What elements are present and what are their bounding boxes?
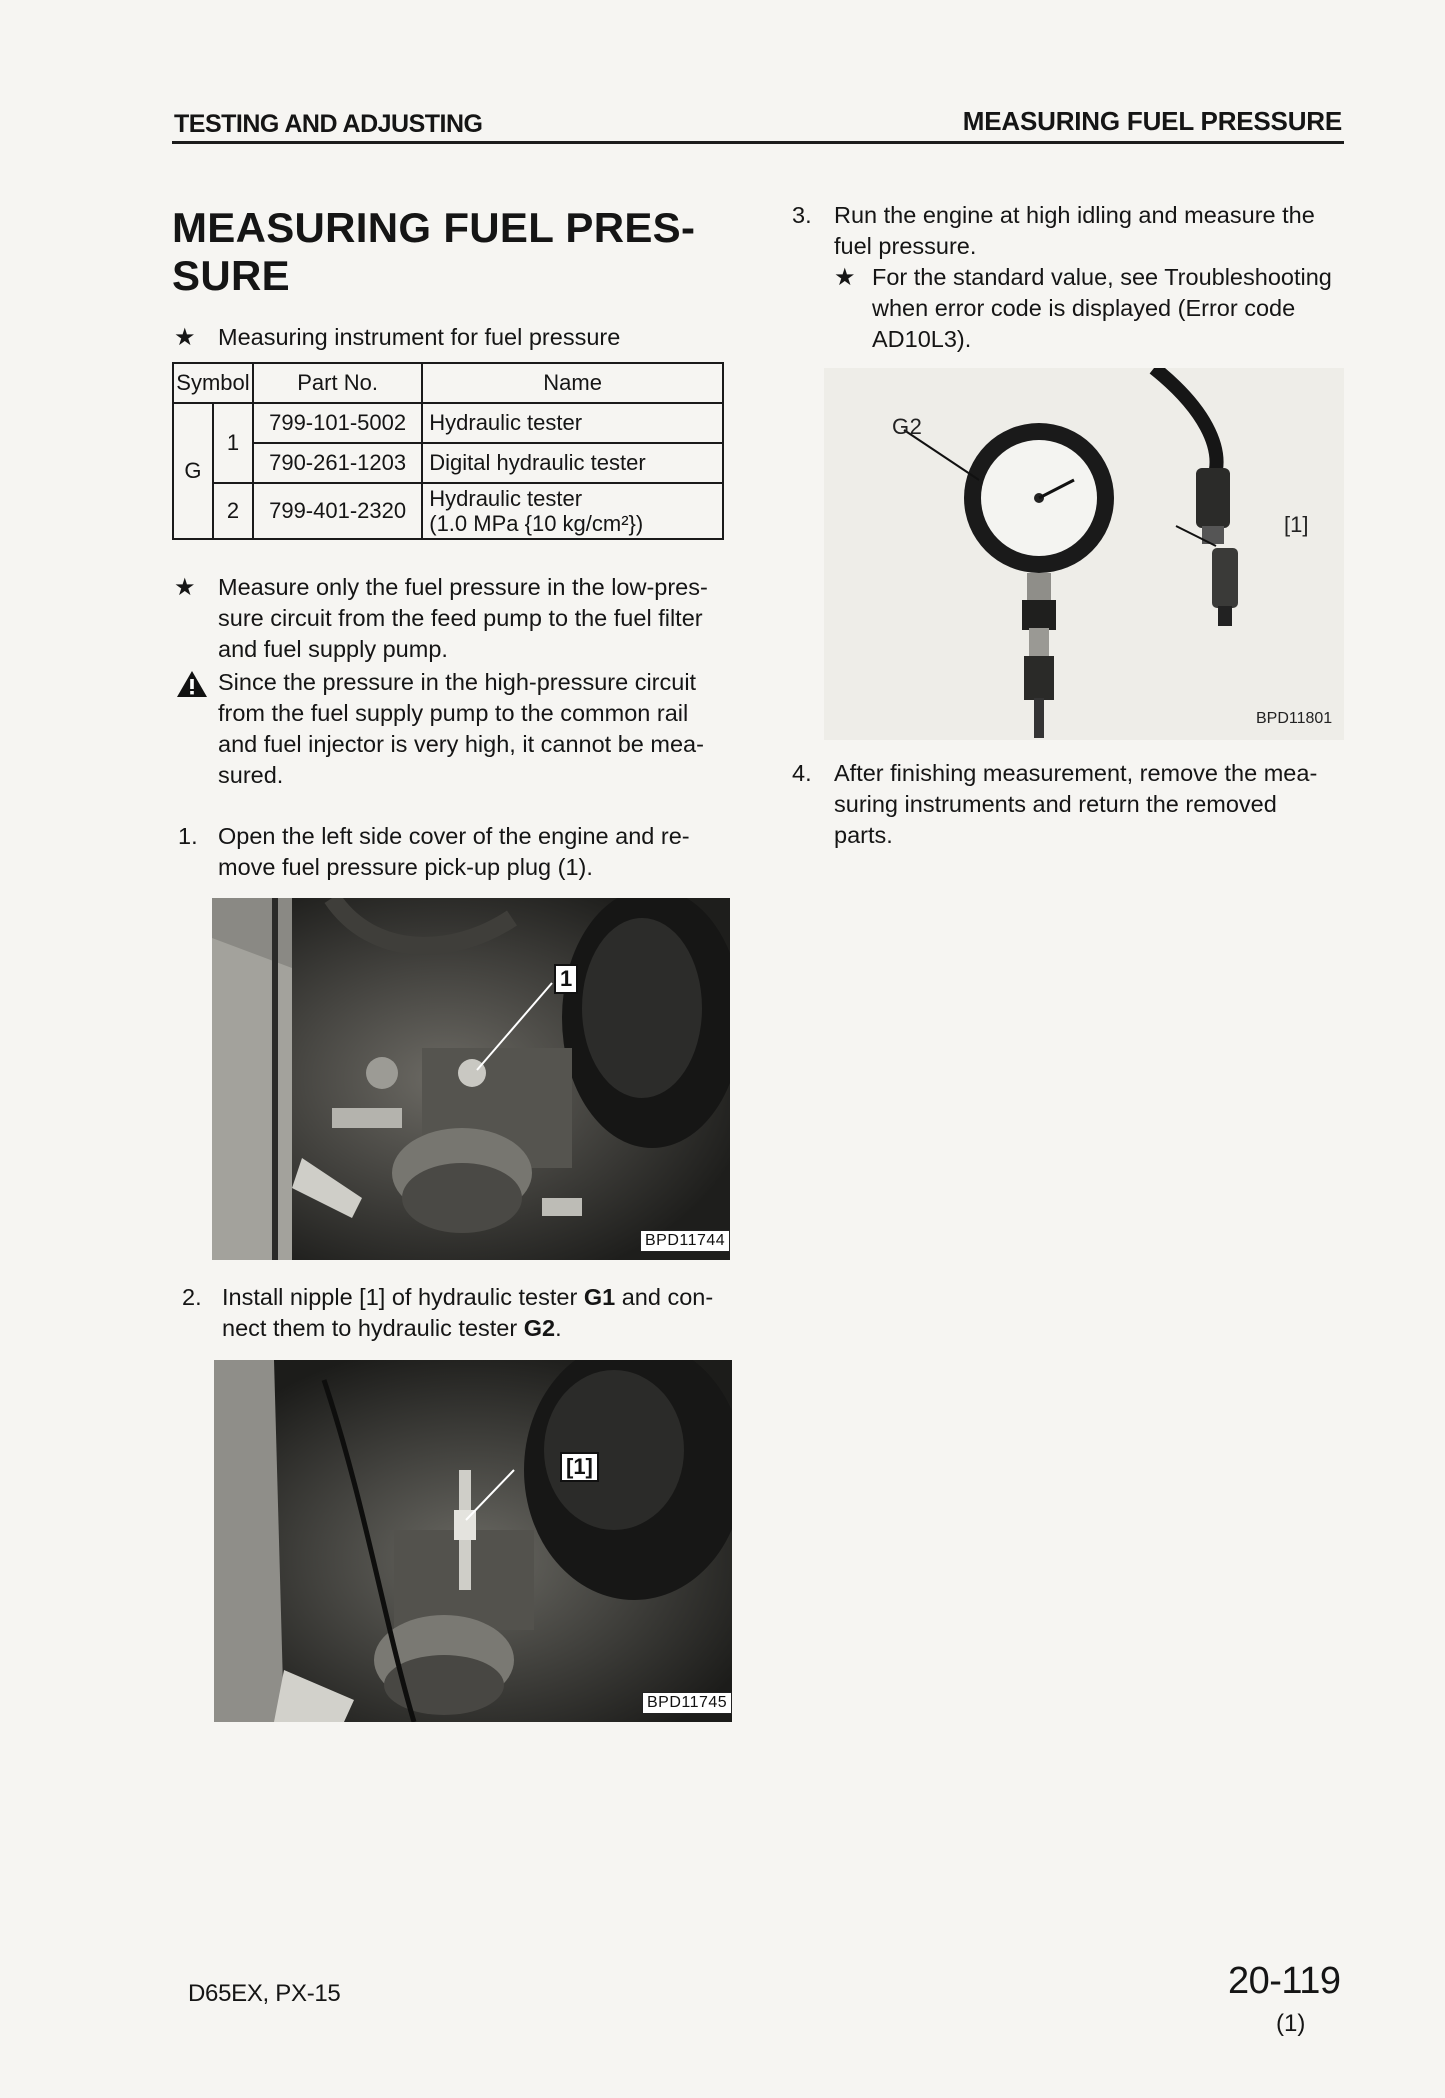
name-cell: Digital hydraulic tester xyxy=(422,443,723,483)
note-low-pressure: ★ Measure only the fuel pressure in the low-pres- sure circuit from the feed pump to the fuel filter and fuel supply pump. xyxy=(174,574,708,662)
header-part-no: Part No. xyxy=(253,363,422,403)
part-no-cell: 799-101-5002 xyxy=(253,403,422,443)
figure-gauge-photo xyxy=(824,368,1344,740)
figure-nipple-photo xyxy=(214,1360,732,1722)
topic-title: MEASURING FUEL PRESSURE xyxy=(962,106,1342,136)
symbol-cell: G xyxy=(173,403,213,539)
star-icon: ★ xyxy=(834,264,856,291)
part-no-cell: 790-261-1203 xyxy=(253,443,422,483)
instrument-table xyxy=(172,362,724,540)
step-2: 2. Install nipple [1] of hydraulic tester G1 and con- nect them to hydraulic tester G2. xyxy=(182,1284,714,1341)
engine-photo-illustration xyxy=(214,1360,732,1722)
step-3: 3. Run the engine at high idling and measure the fuel pressure. ★ For the standard value, see Troubleshooting when error code is displayed (Error code AD10L3). xyxy=(788,200,1344,355)
step-4: 4. After finishing measurement, remove the mea- suring instruments and return the removed parts. xyxy=(792,760,1318,848)
part-no-cell: 799-401-2320 xyxy=(253,483,422,539)
callout-nipple-1: [1] xyxy=(560,1452,599,1482)
star-icon: ★ xyxy=(174,324,196,351)
table-row xyxy=(173,403,723,443)
standard-value-note: ★ For the standard value, see Troubleshooting when error code is displayed (Error code AD10L3). xyxy=(834,264,1332,352)
sub-symbol-cell: 1 xyxy=(213,403,253,483)
section-title: TESTING AND ADJUSTING xyxy=(174,110,483,138)
figure-code: BPD11744 xyxy=(640,1230,730,1252)
star-icon: ★ xyxy=(174,574,196,601)
table-row xyxy=(173,443,723,483)
name-cell: Hydraulic tester (1.0 MPa {10 kg/cm²}) xyxy=(422,483,723,539)
name-cell: Hydraulic tester xyxy=(422,403,723,443)
callout-g2: G2 xyxy=(892,414,923,439)
warning-high-pressure: Since the pressure in the high-pressure circuit from the fuel supply pump to the common rail and fuel injector is very high, it cannot be mea- sured. xyxy=(172,667,732,791)
step-1: 1. Open the left side cover of the engine and re- move fuel pressure pick-up plug (1). xyxy=(178,823,690,880)
instrument-intro: ★ Measuring instrument for fuel pressure xyxy=(174,324,621,351)
figure-code: BPD11745 xyxy=(642,1692,732,1714)
warning-icon xyxy=(176,670,208,698)
page-header xyxy=(172,104,1344,144)
figure-code: BPD11801 xyxy=(1256,710,1333,727)
table-row xyxy=(173,483,723,539)
header-symbol: Symbol xyxy=(173,363,253,403)
model-label: D65EX, PX-15 xyxy=(188,1980,341,2007)
left-column-notes xyxy=(172,572,732,883)
revision-number: (1) xyxy=(1276,2010,1306,2037)
figure-fuel-plug-photo xyxy=(212,898,730,1260)
sub-symbol-cell: 2 xyxy=(213,483,253,539)
page-number: 20-119 xyxy=(1228,1960,1341,2002)
header-name: Name xyxy=(422,363,723,403)
callout-nipple: [1] xyxy=(1284,512,1309,537)
left-column-top xyxy=(172,200,732,353)
table-header-row xyxy=(173,363,723,403)
callout-1: 1 xyxy=(554,964,578,994)
engine-photo-illustration xyxy=(212,898,730,1260)
page-title: MEASURING FUEL PRES- SURE xyxy=(172,204,696,299)
